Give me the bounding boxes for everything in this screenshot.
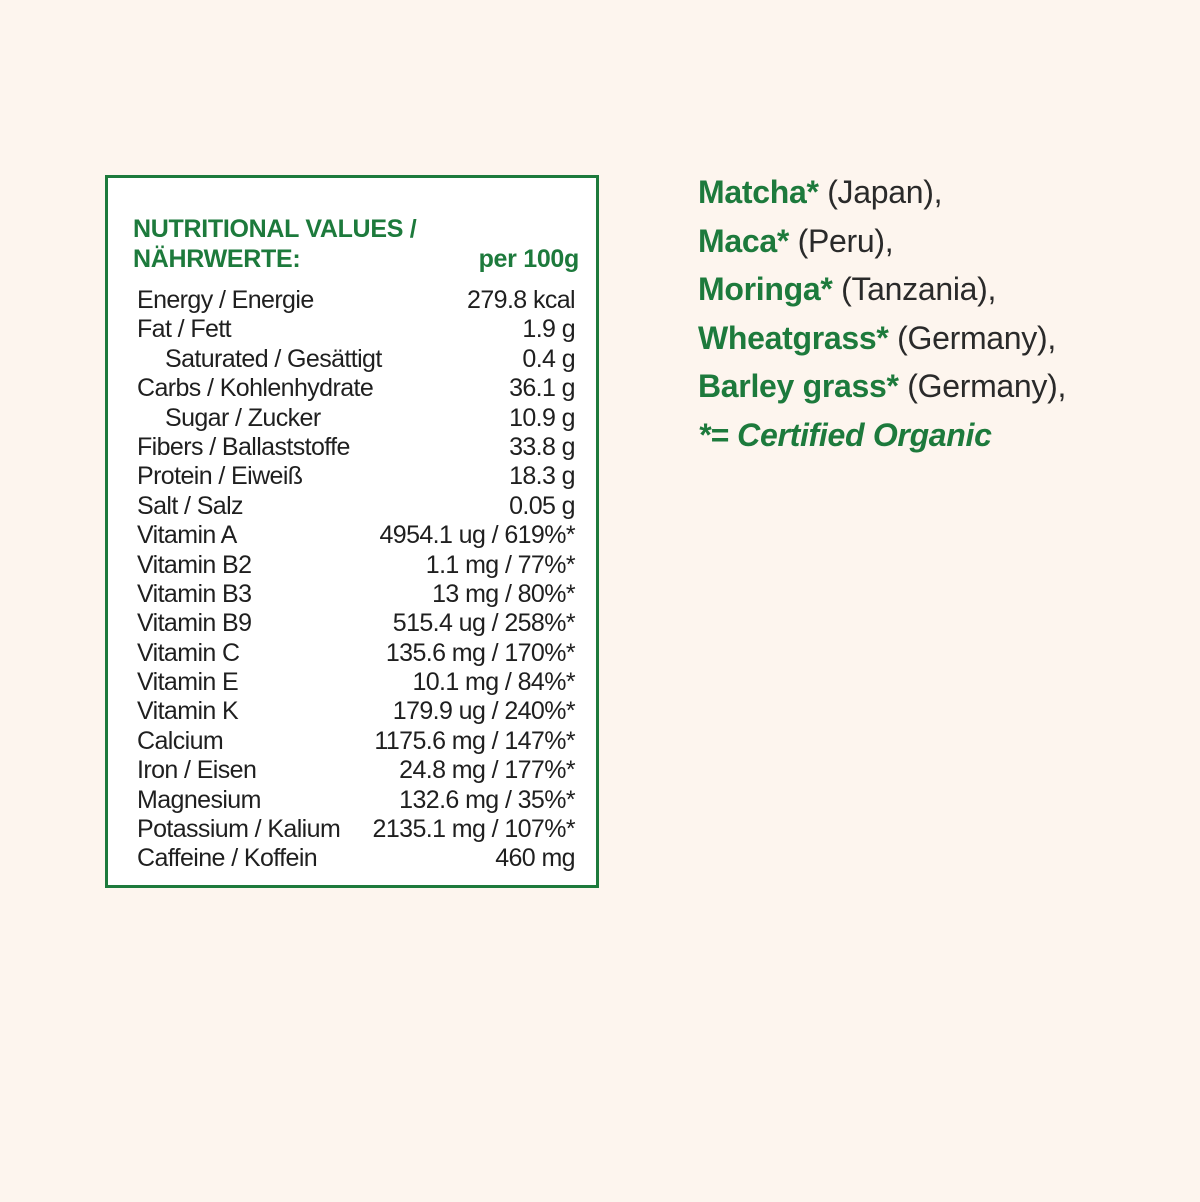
nutrition-row-sugar [137, 404, 575, 433]
row-label: Vitamin B3 [137, 579, 252, 608]
nutrition-row-energy [137, 286, 575, 315]
nutrition-row-caffeine [137, 844, 575, 873]
nutrition-row-vitamin-b3 [137, 580, 575, 609]
row-value: 135.6 mg / 170%* [385, 638, 575, 667]
ingredients-list [698, 168, 1178, 459]
nutrition-row-potassium [137, 815, 575, 844]
ingredient-origin: (Tanzania), [832, 271, 997, 307]
row-value: 1175.6 mg / 147%* [374, 726, 575, 755]
nutrition-row-fibers [137, 433, 575, 462]
nutrition-rows [137, 286, 575, 874]
ingredient-origin: (Japan), [818, 174, 943, 210]
nutrition-row-vitamin-b9 [137, 609, 575, 638]
row-value: 33.8 g [509, 432, 575, 461]
row-label: Vitamin A [137, 521, 237, 550]
row-label: Carbs / Kohlenhydrate [137, 374, 374, 403]
row-value: 460 mg [495, 844, 575, 873]
ingredient-name: Barley grass* [698, 368, 899, 404]
row-value: 0.4 g [522, 344, 575, 373]
ingredient-origin: (Germany), [888, 319, 1056, 356]
row-label: Vitamin C [137, 638, 240, 667]
nutrition-header [133, 214, 579, 274]
row-value: 18.3 g [509, 462, 575, 491]
nutrition-row-fat [137, 315, 575, 344]
row-label: Potassium / Kalium [137, 815, 341, 844]
row-label: Protein / Eiweiß [137, 462, 303, 491]
nutrition-title-line1: NUTRITIONAL VALUES / [133, 215, 417, 243]
row-label: Fat / Fett [137, 315, 232, 344]
row-value: 0.05 g [509, 491, 575, 520]
nutrition-row-vitamin-k [137, 697, 575, 726]
ingredient-name: Maca* [698, 222, 790, 259]
row-value: 132.6 mg / 35%* [399, 785, 575, 814]
nutrition-row-protein [137, 462, 575, 491]
row-label: Vitamin B2 [137, 550, 252, 579]
row-label: Salt / Salz [137, 491, 243, 520]
row-label: Iron / Eisen [137, 756, 257, 785]
ingredient-item [698, 217, 1178, 266]
nutrition-row-magnesium [137, 786, 575, 815]
nutrition-row-iron [137, 756, 575, 785]
row-value: 36.1 g [509, 374, 575, 403]
ingredient-origin: (Germany), [898, 368, 1067, 404]
row-value: 1.1 mg / 77%* [425, 550, 575, 579]
ingredient-name: Moringa* [698, 271, 833, 307]
row-label: Fibers / Ballaststoffe [137, 432, 350, 461]
row-value: 10.1 mg / 84%* [412, 668, 575, 697]
ingredient-item [698, 265, 1178, 314]
nutrition-row-vitamin-a [137, 521, 575, 550]
nutrition-title-line2: NÄHRWERTE: [133, 245, 301, 273]
ingredient-item [698, 362, 1178, 411]
nutrition-row-vitamin-c [137, 639, 575, 668]
row-value: 24.8 mg / 177%* [399, 756, 575, 785]
row-label: Vitamin K [137, 697, 239, 726]
certified-organic-footnote: *= Certified Organic [698, 416, 992, 453]
row-value: 515.4 ug / 258%* [392, 609, 575, 638]
ingredient-origin: (Peru), [789, 222, 894, 259]
ingredient-name: Wheatgrass* [698, 319, 889, 356]
row-value: 10.9 g [509, 403, 575, 432]
ingredient-name: Matcha* [698, 174, 819, 210]
nutrition-row-carbs [137, 374, 575, 403]
row-value: 13 mg / 80%* [432, 579, 575, 608]
row-label: Caffeine / Koffein [137, 844, 318, 873]
row-label: Vitamin B9 [137, 609, 252, 638]
ingredient-item [698, 314, 1178, 363]
row-label: Sugar / Zucker [165, 403, 321, 432]
nutrition-row-vitamin-b2 [137, 551, 575, 580]
row-value: 179.9 ug / 240%* [392, 697, 575, 726]
row-label: Calcium [137, 726, 224, 755]
row-value: 4954.1 ug / 619%* [379, 521, 575, 550]
nutrition-row-saturated [137, 345, 575, 374]
nutrition-row-vitamin-e [137, 668, 575, 697]
row-label: Magnesium [137, 785, 261, 814]
nutrition-row-calcium [137, 727, 575, 756]
nutrition-panel [105, 175, 599, 888]
row-label: Energy / Energie [137, 286, 314, 314]
row-value: 2135.1 mg / 107%* [372, 815, 575, 844]
row-label: Vitamin E [137, 668, 239, 697]
ingredient-item [698, 168, 1178, 217]
nutrition-row-salt [137, 492, 575, 521]
row-label: Saturated / Gesättigt [165, 344, 382, 373]
per-100g-label: per 100g [478, 245, 579, 273]
row-value: 1.9 g [522, 315, 575, 344]
row-value: 279.8 kcal [467, 286, 575, 314]
